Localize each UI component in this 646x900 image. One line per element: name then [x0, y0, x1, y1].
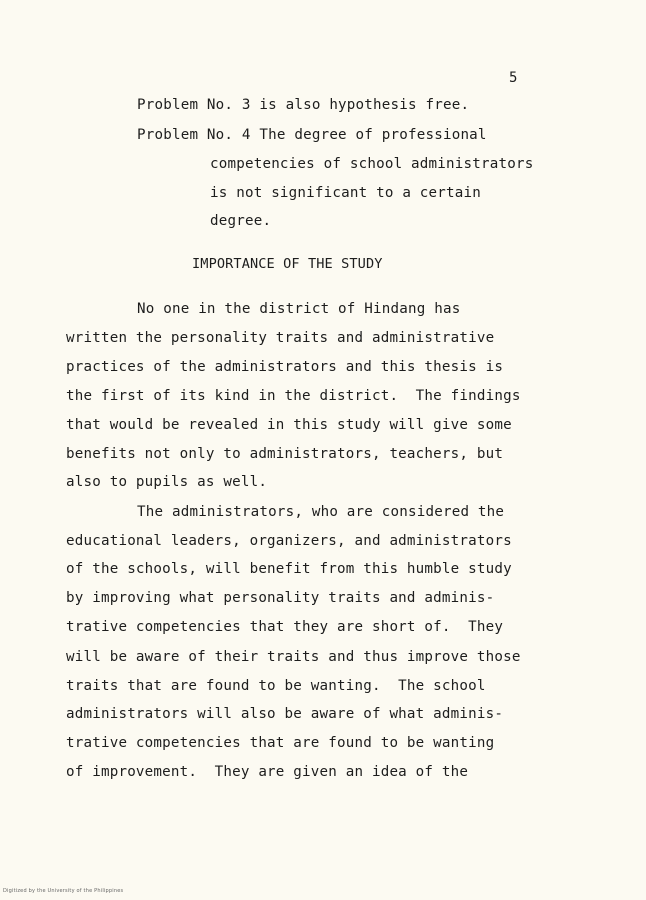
page-number: 5 [509, 70, 518, 86]
problem-line: is not significant to a certain [210, 185, 481, 201]
paragraph-line: written the personality traits and administrative [66, 330, 495, 346]
problem-line: degree. [210, 213, 272, 229]
paragraph-line: traits that are found to be wanting. The school [66, 678, 486, 694]
digitization-footer: Digitized by the University of the Philippines [3, 888, 124, 894]
paragraph-line: The administrators, who are considered the [137, 504, 505, 520]
section-heading: IMPORTANCE OF THE STUDY [192, 256, 383, 272]
problem-line: competencies of school administrators [210, 156, 534, 172]
paragraph-line: that would be revealed in this study will give some [66, 417, 512, 433]
paragraph-line: practices of the administrators and this thesis is [66, 359, 504, 375]
paragraph-line: will be aware of their traits and thus improve those [66, 649, 521, 665]
paragraph-line: trative competencies that are found to be wanting [66, 735, 495, 751]
paragraph-line: of the schools, will benefit from this humble study [66, 561, 512, 577]
paragraph-line: trative competencies that they are short of. They [66, 619, 504, 635]
paragraph-line: educational leaders, organizers, and administrators [66, 533, 512, 549]
paragraph-line: of improvement. They are given an idea of the [66, 764, 469, 780]
paragraph-line: No one in the district of Hindang has [137, 301, 461, 317]
paragraph-line: administrators will also be aware of what adminis- [66, 706, 504, 722]
paragraph-line: benefits not only to administrators, teachers, but [66, 446, 504, 462]
paragraph-line: also to pupils as well. [66, 474, 268, 490]
paragraph-line: by improving what personality traits and adminis- [66, 590, 495, 606]
problem-line: Problem No. 3 is also hypothesis free. [137, 97, 470, 113]
problem-line: Problem No. 4 The degree of professional [137, 127, 487, 143]
paragraph-line: the first of its kind in the district. The findings [66, 388, 521, 404]
